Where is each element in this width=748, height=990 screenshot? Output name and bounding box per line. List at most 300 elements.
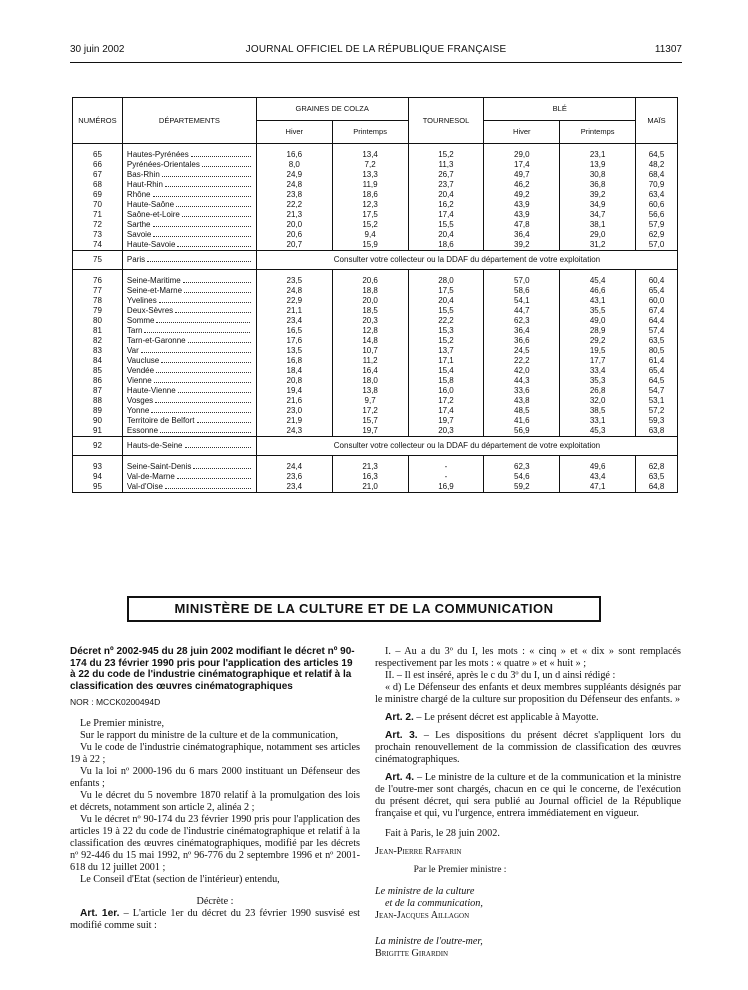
colza-printemps-value: 20,6 bbox=[332, 276, 408, 286]
row-department bbox=[122, 326, 256, 336]
department-name: Val-d'Oise bbox=[126, 482, 163, 491]
colza-printemps-value: 13,3 bbox=[332, 170, 408, 180]
mais-value: 61,4 bbox=[636, 356, 678, 366]
mais-value: 67,4 bbox=[636, 306, 678, 316]
leader-dots bbox=[151, 406, 251, 413]
leader-dots bbox=[160, 426, 251, 433]
department-name: Somme bbox=[126, 316, 155, 325]
department-name: Seine-et-Marne bbox=[126, 286, 183, 295]
mais-value: 63,5 bbox=[636, 336, 678, 346]
table-row bbox=[73, 160, 678, 170]
colza-hiver-value: 18,4 bbox=[256, 366, 332, 376]
row-number: 88 bbox=[73, 396, 123, 406]
ble-printemps-value: 45,4 bbox=[560, 276, 636, 286]
row-number: 78 bbox=[73, 296, 123, 306]
row-number: 95 bbox=[73, 482, 123, 493]
ble-hiver-value: 49,7 bbox=[484, 170, 560, 180]
article-3 bbox=[375, 730, 681, 766]
table-row bbox=[73, 230, 678, 240]
tournesol-value: 17,2 bbox=[408, 396, 484, 406]
row-number: 66 bbox=[73, 160, 123, 170]
row-department bbox=[122, 276, 256, 286]
department-name: Var bbox=[126, 346, 139, 355]
colza-printemps-value: 18,8 bbox=[332, 286, 408, 296]
ble-hiver-value: 24,5 bbox=[484, 346, 560, 356]
colza-printemps-value: 11,2 bbox=[332, 356, 408, 366]
table-row bbox=[73, 200, 678, 210]
table-row bbox=[73, 346, 678, 356]
page-header bbox=[70, 44, 682, 60]
colza-hiver-value: 21,1 bbox=[256, 306, 332, 316]
table-row bbox=[73, 472, 678, 482]
leader-dots bbox=[147, 255, 251, 262]
mais-value: 63,4 bbox=[636, 190, 678, 200]
fait-a-paris: Fait à Paris, le 28 juin 2002. bbox=[385, 828, 500, 839]
tournesol-value: 16,2 bbox=[408, 200, 484, 210]
mais-value: 62,9 bbox=[636, 230, 678, 240]
row-number: 67 bbox=[73, 170, 123, 180]
tournesol-value: 17,4 bbox=[408, 406, 484, 416]
mais-value: 64,5 bbox=[636, 376, 678, 386]
col-header-colza-hiver: Hiver bbox=[256, 121, 332, 144]
table-body-3 bbox=[73, 456, 678, 493]
leader-dots bbox=[191, 150, 251, 157]
tournesol-value: 15,3 bbox=[408, 326, 484, 336]
ble-hiver-value: 41,6 bbox=[484, 416, 560, 426]
visa-paragraph: Le Premier ministre, bbox=[80, 718, 165, 729]
colza-printemps-value: 20,3 bbox=[332, 316, 408, 326]
ble-printemps-value: 39,2 bbox=[560, 190, 636, 200]
tournesol-value: 11,3 bbox=[408, 160, 484, 170]
ble-hiver-value: 54,1 bbox=[484, 296, 560, 306]
colza-hiver-value: 22,2 bbox=[256, 200, 332, 210]
table-row bbox=[73, 180, 678, 190]
article-2-label: Art. 2. bbox=[385, 712, 414, 723]
row-department bbox=[122, 316, 256, 326]
mais-value: 63,8 bbox=[636, 426, 678, 437]
table-row bbox=[73, 396, 678, 406]
colza-hiver-value: 24,3 bbox=[256, 426, 332, 437]
colza-hiver-value: 13,5 bbox=[256, 346, 332, 356]
colza-printemps-value: 17,2 bbox=[332, 406, 408, 416]
decree-left-column bbox=[70, 646, 360, 932]
colza-hiver-value: 8,0 bbox=[256, 160, 332, 170]
col-header-colza-printemps: Printemps bbox=[332, 121, 408, 144]
table-row bbox=[73, 426, 678, 437]
ble-hiver-value: 42,0 bbox=[484, 366, 560, 376]
colza-printemps-value: 15,7 bbox=[332, 416, 408, 426]
colza-hiver-value: 23,6 bbox=[256, 472, 332, 482]
ble-printemps-value: 31,2 bbox=[560, 240, 636, 251]
mais-value: 54,7 bbox=[636, 386, 678, 396]
ble-hiver-value: 54,6 bbox=[484, 472, 560, 482]
row-department bbox=[122, 482, 256, 493]
leader-dots bbox=[182, 210, 251, 217]
colza-printemps-value: 15,2 bbox=[332, 220, 408, 230]
tournesol-value: 15,2 bbox=[408, 336, 484, 346]
ble-hiver-value: 62,3 bbox=[484, 462, 560, 472]
leader-dots bbox=[165, 482, 251, 489]
mais-value: 59,3 bbox=[636, 416, 678, 426]
row-department bbox=[122, 366, 256, 376]
colza-hiver-value: 20,7 bbox=[256, 240, 332, 251]
tournesol-value: 19,7 bbox=[408, 416, 484, 426]
leader-dots bbox=[161, 356, 251, 363]
row-department bbox=[122, 416, 256, 426]
row-department bbox=[122, 386, 256, 396]
ble-printemps-value: 13,9 bbox=[560, 160, 636, 170]
colza-printemps-value: 16,4 bbox=[332, 366, 408, 376]
department-name: Yonne bbox=[126, 406, 150, 415]
colza-printemps-value: 13,8 bbox=[332, 386, 408, 396]
row-number: 84 bbox=[73, 356, 123, 366]
row-number: 90 bbox=[73, 416, 123, 426]
tournesol-value: 16,9 bbox=[408, 482, 484, 493]
visa-paragraph: Sur le rapport du ministre de la culture et de la communication, bbox=[80, 730, 339, 741]
mais-value: 57,2 bbox=[636, 406, 678, 416]
leader-dots bbox=[153, 190, 251, 197]
tournesol-value: - bbox=[408, 462, 484, 472]
tournesol-value: 15,4 bbox=[408, 366, 484, 376]
tournesol-value: 15,2 bbox=[408, 150, 484, 160]
colza-printemps-value: 14,8 bbox=[332, 336, 408, 346]
row-department bbox=[122, 396, 256, 406]
row-department bbox=[122, 437, 256, 456]
leader-dots bbox=[177, 472, 251, 479]
mais-value: 60,4 bbox=[636, 276, 678, 286]
ble-printemps-value: 43,4 bbox=[560, 472, 636, 482]
col-header-numeros: NUMÉROS bbox=[73, 98, 123, 144]
col-header-tournesol: TOURNESOL bbox=[408, 98, 484, 144]
table-row bbox=[73, 190, 678, 200]
ble-hiver-value: 22,2 bbox=[484, 356, 560, 366]
leader-dots bbox=[183, 276, 251, 283]
table-row bbox=[73, 326, 678, 336]
tournesol-value: 17,5 bbox=[408, 286, 484, 296]
colza-printemps-value: 12,8 bbox=[332, 326, 408, 336]
row-department bbox=[122, 356, 256, 366]
ble-printemps-value: 38,1 bbox=[560, 220, 636, 230]
leader-dots bbox=[176, 200, 251, 207]
row-number: 72 bbox=[73, 220, 123, 230]
mais-value: 64,5 bbox=[636, 150, 678, 160]
ble-printemps-value: 32,0 bbox=[560, 396, 636, 406]
leader-dots bbox=[153, 220, 251, 227]
mais-value: 57,4 bbox=[636, 326, 678, 336]
colza-hiver-value: 21,9 bbox=[256, 416, 332, 426]
table-row bbox=[73, 316, 678, 326]
department-name: Vienne bbox=[126, 376, 152, 385]
signature-culture: Jean-Jacques Aillagon bbox=[375, 910, 470, 921]
table-row bbox=[73, 170, 678, 180]
row-number: 73 bbox=[73, 230, 123, 240]
minister-outremer-title: La ministre de l'outre-mer, bbox=[375, 936, 483, 947]
minister-culture-title-2: et de la communication, bbox=[385, 898, 483, 909]
department-name: Pyrénées-Orientales bbox=[126, 160, 200, 169]
row-department bbox=[122, 230, 256, 240]
visa-paragraph: Le Conseil d'Etat (section de l'intérieur) entendu, bbox=[80, 874, 280, 885]
colza-hiver-value: 23,4 bbox=[256, 482, 332, 493]
row-number: 70 bbox=[73, 200, 123, 210]
department-name: Haute-Saône bbox=[126, 200, 175, 209]
colza-printemps-value: 17,5 bbox=[332, 210, 408, 220]
row-number: 93 bbox=[73, 462, 123, 472]
department-name: Yvelines bbox=[126, 296, 157, 305]
amendment-i: I. – Au a du 3º du I, les mots : « cinq » et « dix » sont remplacés respectivement par les mots : « quatre » et « huit » ; bbox=[375, 646, 681, 669]
article-3-label: Art. 3. bbox=[385, 730, 418, 741]
department-name: Deux-Sèvres bbox=[126, 306, 174, 315]
row-number: 94 bbox=[73, 472, 123, 482]
leader-dots bbox=[193, 462, 251, 469]
row-number: 69 bbox=[73, 190, 123, 200]
row-number: 85 bbox=[73, 366, 123, 376]
header-journal-title: JOURNAL OFFICIEL DE LA RÉPUBLIQUE FRANÇAISE bbox=[245, 44, 507, 55]
row-department bbox=[122, 336, 256, 346]
colza-hiver-value: 20,8 bbox=[256, 376, 332, 386]
ble-printemps-value: 45,3 bbox=[560, 426, 636, 437]
mais-value: 64,8 bbox=[636, 482, 678, 493]
row-department bbox=[122, 200, 256, 210]
ble-printemps-value: 23,1 bbox=[560, 150, 636, 160]
table-row bbox=[73, 376, 678, 386]
department-name: Vendée bbox=[126, 366, 155, 375]
ble-hiver-value: 57,0 bbox=[484, 276, 560, 286]
colza-hiver-value: 24,8 bbox=[256, 180, 332, 190]
article-1 bbox=[70, 908, 360, 932]
colza-hiver-value: 22,9 bbox=[256, 296, 332, 306]
row-number: 86 bbox=[73, 376, 123, 386]
table-body-2 bbox=[73, 270, 678, 437]
ble-hiver-value: 49,2 bbox=[484, 190, 560, 200]
table-row bbox=[73, 240, 678, 251]
ble-printemps-value: 34,9 bbox=[560, 200, 636, 210]
department-name: Territoire de Belfort bbox=[126, 416, 195, 425]
ble-printemps-value: 35,3 bbox=[560, 376, 636, 386]
leader-dots bbox=[156, 366, 251, 373]
article-1-text: – L'article 1er du décret du 23 février 1990 susvisé est modifié comme suit : bbox=[70, 908, 360, 931]
mais-value: 60,0 bbox=[636, 296, 678, 306]
table-row bbox=[73, 296, 678, 306]
department-name: Hautes-Pyrénées bbox=[126, 150, 189, 159]
ministry-banner: MINISTÈRE DE LA CULTURE ET DE LA COMMUNICATION bbox=[127, 596, 601, 622]
ble-printemps-value: 47,1 bbox=[560, 482, 636, 493]
table-row bbox=[73, 356, 678, 366]
ble-hiver-value: 48,5 bbox=[484, 406, 560, 416]
ble-hiver-value: 44,7 bbox=[484, 306, 560, 316]
row-number: 77 bbox=[73, 286, 123, 296]
table-row bbox=[73, 220, 678, 230]
ble-printemps-value: 33,1 bbox=[560, 416, 636, 426]
visa-paragraph: Vu le code de l'industrie cinématographique, notamment ses articles 19 à 22 ; bbox=[70, 742, 360, 765]
row-department bbox=[122, 240, 256, 251]
row-department bbox=[122, 462, 256, 472]
decree-title: Décret nº 2002-945 du 28 juin 2002 modifiant le décret nº 90-174 du 23 février 1990 pris pour l'application des articles 19 à 22 du code de l'industrie cinématographique et relatif à la classification des œuvres cinématographiques bbox=[70, 646, 355, 692]
department-name: Val-de-Marne bbox=[126, 472, 175, 481]
leader-dots bbox=[175, 306, 251, 313]
leader-dots bbox=[162, 170, 251, 177]
department-name: Vosges bbox=[126, 396, 154, 405]
ble-printemps-value: 36,8 bbox=[560, 180, 636, 190]
row-number: 87 bbox=[73, 386, 123, 396]
department-name: Seine-Saint-Denis bbox=[126, 462, 192, 471]
leader-dots bbox=[178, 386, 251, 393]
ble-hiver-value: 46,2 bbox=[484, 180, 560, 190]
colza-printemps-value: 10,7 bbox=[332, 346, 408, 356]
tournesol-value: 20,4 bbox=[408, 190, 484, 200]
row-number: 76 bbox=[73, 276, 123, 286]
table-row bbox=[73, 406, 678, 416]
mais-value: 70,9 bbox=[636, 180, 678, 190]
colza-hiver-value: 24,8 bbox=[256, 286, 332, 296]
ble-printemps-value: 29,2 bbox=[560, 336, 636, 346]
tournesol-value: 15,8 bbox=[408, 376, 484, 386]
tournesol-value: 15,5 bbox=[408, 306, 484, 316]
row-department bbox=[122, 180, 256, 190]
row-number: 80 bbox=[73, 316, 123, 326]
ble-hiver-value: 56,9 bbox=[484, 426, 560, 437]
tournesol-value: 22,2 bbox=[408, 316, 484, 326]
leader-dots bbox=[197, 416, 251, 423]
article-2-text: – Le présent décret est applicable à Mayotte. bbox=[413, 712, 599, 723]
ble-hiver-value: 59,2 bbox=[484, 482, 560, 493]
ble-printemps-value: 28,9 bbox=[560, 326, 636, 336]
department-name: Haute-Vienne bbox=[126, 386, 176, 395]
colza-printemps-value: 21,3 bbox=[332, 462, 408, 472]
row-department bbox=[122, 160, 256, 170]
header-page-number: 11307 bbox=[654, 44, 682, 55]
row-number: 71 bbox=[73, 210, 123, 220]
department-name: Essonne bbox=[126, 426, 159, 435]
row-department bbox=[122, 150, 256, 160]
leader-dots bbox=[155, 396, 251, 403]
ble-printemps-value: 34,7 bbox=[560, 210, 636, 220]
ble-printemps-value: 46,6 bbox=[560, 286, 636, 296]
ble-printemps-value: 43,1 bbox=[560, 296, 636, 306]
mais-value: 56,6 bbox=[636, 210, 678, 220]
mais-value: 65,4 bbox=[636, 286, 678, 296]
table-row-75 bbox=[73, 251, 678, 270]
department-name: Bas-Rhin bbox=[126, 170, 160, 179]
signature-prime-minister: Jean-Pierre Raffarin bbox=[375, 846, 462, 857]
table-row-92 bbox=[73, 437, 678, 456]
colza-printemps-value: 18,0 bbox=[332, 376, 408, 386]
header-rule bbox=[70, 62, 682, 63]
row-department bbox=[122, 251, 256, 270]
colza-hiver-value: 20,6 bbox=[256, 230, 332, 240]
yield-table bbox=[72, 97, 678, 493]
ble-hiver-value: 36,6 bbox=[484, 336, 560, 346]
ble-printemps-value: 26,8 bbox=[560, 386, 636, 396]
colza-printemps-value: 19,7 bbox=[332, 426, 408, 437]
tournesol-value: 26,7 bbox=[408, 170, 484, 180]
consult-note: Consulter votre collecteur ou la DDAF du département de votre exploitation bbox=[256, 251, 677, 270]
consult-note: Consulter votre collecteur ou la DDAF du département de votre exploitation bbox=[256, 437, 677, 456]
department-name: Haute-Savoie bbox=[126, 240, 176, 249]
col-header-mais: MAÏS bbox=[636, 98, 678, 144]
article-1-label: Art. 1er. bbox=[80, 908, 120, 919]
par-le-premier-ministre: Par le Premier ministre : bbox=[413, 865, 507, 875]
ble-hiver-value: 43,9 bbox=[484, 210, 560, 220]
decree-nor: NOR : MCCK0200494D bbox=[70, 697, 161, 707]
colza-printemps-value: 12,3 bbox=[332, 200, 408, 210]
leader-dots bbox=[177, 240, 251, 247]
colza-hiver-value: 20,0 bbox=[256, 220, 332, 230]
table-row bbox=[73, 386, 678, 396]
leader-dots bbox=[188, 336, 251, 343]
ble-hiver-value: 44,3 bbox=[484, 376, 560, 386]
ble-hiver-value: 43,8 bbox=[484, 396, 560, 406]
row-number: 74 bbox=[73, 240, 123, 251]
colza-printemps-value: 21,0 bbox=[332, 482, 408, 493]
tournesol-value: - bbox=[408, 472, 484, 482]
article-2 bbox=[375, 712, 681, 724]
row-number: 83 bbox=[73, 346, 123, 356]
ble-hiver-value: 17,4 bbox=[484, 160, 560, 170]
article-4 bbox=[375, 772, 681, 820]
leader-dots bbox=[185, 441, 251, 448]
decree-right-column bbox=[375, 646, 681, 960]
decrete-heading: Décrète : bbox=[196, 896, 234, 907]
ble-printemps-value: 33,4 bbox=[560, 366, 636, 376]
visa-paragraph: Vu le décret du 5 novembre 1870 relatif à la promulgation des lois et décrets, notamment son article 2, alinéa 2 ; bbox=[70, 790, 360, 813]
ble-printemps-value: 29,0 bbox=[560, 230, 636, 240]
mais-value: 63,5 bbox=[636, 472, 678, 482]
colza-hiver-value: 16,8 bbox=[256, 356, 332, 366]
tournesol-value: 23,7 bbox=[408, 180, 484, 190]
row-number: 75 bbox=[73, 251, 123, 270]
table-row bbox=[73, 210, 678, 220]
colza-hiver-value: 23,5 bbox=[256, 276, 332, 286]
col-header-ble-printemps: Printemps bbox=[560, 121, 636, 144]
minister-culture-title-1: Le ministre de la culture bbox=[375, 886, 475, 897]
colza-hiver-value: 24,4 bbox=[256, 462, 332, 472]
colza-printemps-value: 11,9 bbox=[332, 180, 408, 190]
table-row bbox=[73, 150, 678, 160]
colza-hiver-value: 24,9 bbox=[256, 170, 332, 180]
mais-value: 57,9 bbox=[636, 220, 678, 230]
row-department bbox=[122, 346, 256, 356]
col-header-ble-hiver: Hiver bbox=[484, 121, 560, 144]
ble-hiver-value: 58,6 bbox=[484, 286, 560, 296]
row-number: 68 bbox=[73, 180, 123, 190]
tournesol-value: 16,0 bbox=[408, 386, 484, 396]
row-department bbox=[122, 170, 256, 180]
mais-value: 62,8 bbox=[636, 462, 678, 472]
ble-hiver-value: 36,4 bbox=[484, 326, 560, 336]
row-number: 81 bbox=[73, 326, 123, 336]
ble-hiver-value: 29,0 bbox=[484, 150, 560, 160]
department-name: Rhône bbox=[126, 190, 151, 199]
leader-dots bbox=[184, 286, 251, 293]
colza-hiver-value: 17,6 bbox=[256, 336, 332, 346]
tournesol-value: 13,7 bbox=[408, 346, 484, 356]
ble-hiver-value: 62,3 bbox=[484, 316, 560, 326]
mais-value: 68,4 bbox=[636, 170, 678, 180]
col-header-ble: BLÉ bbox=[484, 98, 636, 121]
colza-hiver-value: 21,3 bbox=[256, 210, 332, 220]
tournesol-value: 20,4 bbox=[408, 296, 484, 306]
department-name: Sarthe bbox=[126, 220, 151, 229]
tournesol-value: 28,0 bbox=[408, 276, 484, 286]
leader-dots bbox=[154, 376, 251, 383]
colza-hiver-value: 16,6 bbox=[256, 150, 332, 160]
row-department bbox=[122, 210, 256, 220]
table-row bbox=[73, 286, 678, 296]
tournesol-value: 15,5 bbox=[408, 220, 484, 230]
colza-printemps-value: 13,4 bbox=[332, 150, 408, 160]
table-body-1 bbox=[73, 144, 678, 251]
colza-hiver-value: 21,6 bbox=[256, 396, 332, 406]
